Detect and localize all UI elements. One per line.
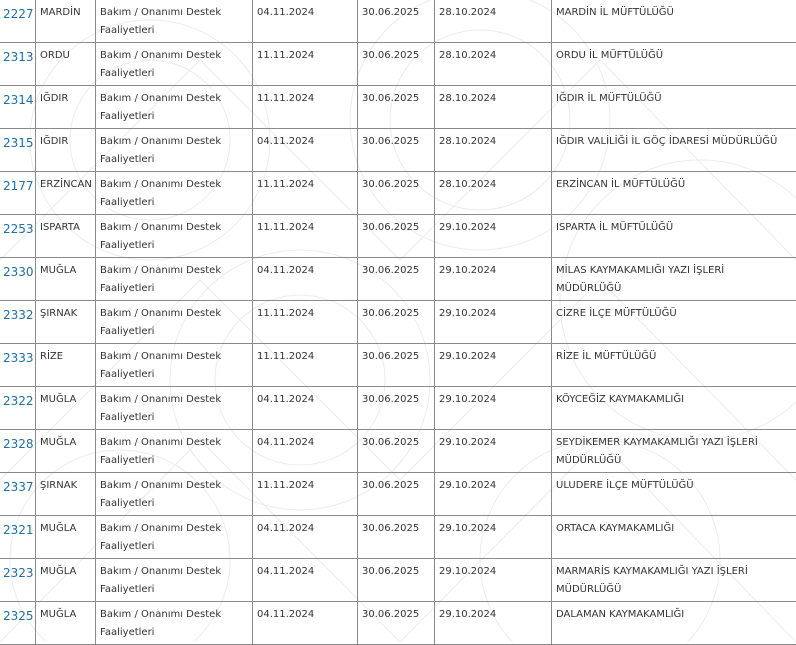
start-date-cell bbox=[253, 387, 358, 430]
activity-text: Bakım / Onanımı Destek Faaliyetleri bbox=[96, 559, 252, 599]
record-date-cell bbox=[435, 258, 552, 301]
activity-text: Bakım / Onanımı Destek Faaliyetleri bbox=[96, 344, 252, 384]
end-date-text: 30.06.2025 bbox=[358, 387, 434, 409]
end-date-cell bbox=[358, 387, 435, 430]
end-date-text: 30.06.2025 bbox=[358, 344, 434, 366]
record-date-text: 28.10.2024 bbox=[435, 0, 551, 22]
start-date-cell bbox=[253, 430, 358, 473]
id-cell bbox=[0, 129, 36, 172]
activity-cell bbox=[96, 387, 253, 430]
city-cell bbox=[36, 344, 96, 387]
city-cell bbox=[36, 430, 96, 473]
table-row bbox=[0, 516, 796, 559]
activity-text: Bakım / Onanımı Destek Faaliyetleri bbox=[96, 43, 252, 83]
end-date-text: 30.06.2025 bbox=[358, 86, 434, 108]
record-date-cell bbox=[435, 301, 552, 344]
organization-text: RİZE İL MÜFTÜLÜĞÜ bbox=[552, 344, 796, 366]
start-date-cell bbox=[253, 43, 358, 86]
organization-text: MARMARİS KAYMAKAMLIĞI YAZI İŞLERİ MÜDÜRLÜĞÜ bbox=[552, 559, 796, 599]
city-text: ISPARTA bbox=[36, 215, 95, 237]
start-date-cell bbox=[253, 129, 358, 172]
id-cell bbox=[0, 43, 36, 86]
table-row bbox=[0, 215, 796, 258]
organization-cell bbox=[552, 0, 796, 43]
start-date-text: 04.11.2024 bbox=[253, 430, 357, 452]
activity-text: Bakım / Onanımı Destek Faaliyetleri bbox=[96, 387, 252, 427]
id-cell bbox=[0, 516, 36, 559]
organization-cell bbox=[552, 473, 796, 516]
end-date-cell bbox=[358, 516, 435, 559]
start-date-text: 04.11.2024 bbox=[253, 387, 357, 409]
id-cell bbox=[0, 215, 36, 258]
end-date-text: 30.06.2025 bbox=[358, 215, 434, 237]
city-cell bbox=[36, 602, 96, 645]
activity-cell bbox=[96, 602, 253, 645]
start-date-text: 04.11.2024 bbox=[253, 516, 357, 538]
table-row bbox=[0, 0, 796, 43]
organization-cell bbox=[552, 430, 796, 473]
record-date-text: 29.10.2024 bbox=[435, 602, 551, 624]
record-date-cell bbox=[435, 559, 552, 602]
end-date-text: 30.06.2025 bbox=[358, 0, 434, 22]
id-cell bbox=[0, 0, 36, 43]
record-id-link[interactable]: 2314 bbox=[0, 86, 35, 109]
city-text: MUĞLA bbox=[36, 387, 95, 409]
record-date-cell bbox=[435, 215, 552, 258]
record-date-cell bbox=[435, 172, 552, 215]
organization-cell bbox=[552, 387, 796, 430]
activity-cell bbox=[96, 301, 253, 344]
activity-cell bbox=[96, 0, 253, 43]
record-date-cell bbox=[435, 43, 552, 86]
city-cell bbox=[36, 86, 96, 129]
activity-text: Bakım / Onanımı Destek Faaliyetleri bbox=[96, 301, 252, 341]
city-cell bbox=[36, 473, 96, 516]
table-row bbox=[0, 129, 796, 172]
organization-text: ORTACA KAYMAKAMLIĞI bbox=[552, 516, 796, 538]
activity-text: Bakım / Onanımı Destek Faaliyetleri bbox=[96, 86, 252, 126]
city-text: MUĞLA bbox=[36, 602, 95, 624]
record-id-link[interactable]: 2332 bbox=[0, 301, 35, 324]
organization-cell bbox=[552, 215, 796, 258]
table-row bbox=[0, 258, 796, 301]
record-date-text: 28.10.2024 bbox=[435, 129, 551, 151]
end-date-text: 30.06.2025 bbox=[358, 172, 434, 194]
record-date-text: 28.10.2024 bbox=[435, 86, 551, 108]
id-cell bbox=[0, 559, 36, 602]
end-date-text: 30.06.2025 bbox=[358, 473, 434, 495]
city-text: ŞIRNAK bbox=[36, 473, 95, 495]
start-date-text: 04.11.2024 bbox=[253, 559, 357, 581]
start-date-text: 11.11.2024 bbox=[253, 86, 357, 108]
organization-text: ERZİNCAN İL MÜFTÜLÜĞÜ bbox=[552, 172, 796, 194]
start-date-text: 11.11.2024 bbox=[253, 215, 357, 237]
city-text: IĞDIR bbox=[36, 86, 95, 108]
activity-cell bbox=[96, 559, 253, 602]
city-text: MARDİN bbox=[36, 0, 95, 22]
end-date-text: 30.06.2025 bbox=[358, 430, 434, 452]
city-text: MUĞLA bbox=[36, 516, 95, 538]
organization-cell bbox=[552, 129, 796, 172]
record-date-text: 29.10.2024 bbox=[435, 387, 551, 409]
table-row bbox=[0, 172, 796, 215]
activity-text: Bakım / Onanımı Destek Faaliyetleri bbox=[96, 258, 252, 298]
organization-cell bbox=[552, 43, 796, 86]
record-date-text: 29.10.2024 bbox=[435, 516, 551, 538]
end-date-cell bbox=[358, 172, 435, 215]
organization-text: SEYDİKEMER KAYMAKAMLIĞI YAZI İŞLERİ MÜDÜRLÜĞÜ bbox=[552, 430, 796, 470]
table-row bbox=[0, 602, 796, 645]
organization-cell bbox=[552, 344, 796, 387]
record-date-cell bbox=[435, 430, 552, 473]
activity-cell bbox=[96, 86, 253, 129]
record-date-cell bbox=[435, 129, 552, 172]
start-date-text: 11.11.2024 bbox=[253, 301, 357, 323]
activity-text: Bakım / Onanımı Destek Faaliyetleri bbox=[96, 430, 252, 470]
start-date-cell bbox=[253, 86, 358, 129]
city-text: ŞIRNAK bbox=[36, 301, 95, 323]
organization-text: KÖYCEĞİZ KAYMAKAMLIĞI bbox=[552, 387, 796, 409]
record-date-text: 28.10.2024 bbox=[435, 43, 551, 65]
table-row bbox=[0, 43, 796, 86]
organization-cell bbox=[552, 301, 796, 344]
city-text: ERZİNCAN bbox=[36, 172, 95, 194]
end-date-cell bbox=[358, 215, 435, 258]
start-date-cell bbox=[253, 215, 358, 258]
record-date-text: 29.10.2024 bbox=[435, 258, 551, 280]
activity-cell bbox=[96, 258, 253, 301]
end-date-text: 30.06.2025 bbox=[358, 516, 434, 538]
activity-text: Bakım / Onanımı Destek Faaliyetleri bbox=[96, 215, 252, 255]
city-cell bbox=[36, 301, 96, 344]
city-text: MUĞLA bbox=[36, 430, 95, 452]
city-cell bbox=[36, 258, 96, 301]
record-id-link[interactable]: 2177 bbox=[0, 172, 35, 195]
start-date-cell bbox=[253, 473, 358, 516]
activity-text: Bakım / Onanımı Destek Faaliyetleri bbox=[96, 129, 252, 169]
organization-cell bbox=[552, 172, 796, 215]
id-cell bbox=[0, 86, 36, 129]
start-date-cell bbox=[253, 344, 358, 387]
activity-text: Bakım / Onanımı Destek Faaliyetleri bbox=[96, 172, 252, 212]
record-date-text: 28.10.2024 bbox=[435, 172, 551, 194]
city-cell bbox=[36, 215, 96, 258]
end-date-cell bbox=[358, 258, 435, 301]
record-date-cell bbox=[435, 602, 552, 645]
organization-text: ISPARTA İL MÜFTÜLÜĞÜ bbox=[552, 215, 796, 237]
id-cell bbox=[0, 602, 36, 645]
organization-text: DALAMAN KAYMAKAMLIĞI bbox=[552, 602, 796, 624]
record-id-link[interactable]: 2227 bbox=[0, 0, 35, 23]
activity-cell bbox=[96, 43, 253, 86]
end-date-text: 30.06.2025 bbox=[358, 258, 434, 280]
city-text: IĞDIR bbox=[36, 129, 95, 151]
city-cell bbox=[36, 0, 96, 43]
table-row bbox=[0, 301, 796, 344]
id-cell bbox=[0, 473, 36, 516]
record-date-text: 29.10.2024 bbox=[435, 473, 551, 495]
record-id-link[interactable]: 2322 bbox=[0, 387, 35, 410]
end-date-cell bbox=[358, 86, 435, 129]
city-text: MUĞLA bbox=[36, 258, 95, 280]
id-cell bbox=[0, 172, 36, 215]
city-cell bbox=[36, 559, 96, 602]
table-row bbox=[0, 344, 796, 387]
start-date-cell bbox=[253, 516, 358, 559]
organization-text: ORDU İL MÜFTÜLÜĞÜ bbox=[552, 43, 796, 65]
end-date-cell bbox=[358, 301, 435, 344]
record-id-link[interactable]: 2313 bbox=[0, 43, 35, 66]
record-date-text: 29.10.2024 bbox=[435, 559, 551, 581]
activity-cell bbox=[96, 129, 253, 172]
end-date-cell bbox=[358, 559, 435, 602]
table-row bbox=[0, 473, 796, 516]
record-id-link[interactable]: 2253 bbox=[0, 215, 35, 238]
start-date-text: 04.11.2024 bbox=[253, 258, 357, 280]
record-date-cell bbox=[435, 473, 552, 516]
end-date-cell bbox=[358, 0, 435, 43]
record-date-cell bbox=[435, 344, 552, 387]
end-date-cell bbox=[358, 430, 435, 473]
id-cell bbox=[0, 258, 36, 301]
end-date-text: 30.06.2025 bbox=[358, 301, 434, 323]
activity-cell bbox=[96, 172, 253, 215]
activity-cell bbox=[96, 516, 253, 559]
start-date-text: 04.11.2024 bbox=[253, 602, 357, 624]
activity-text: Bakım / Onanımı Destek Faaliyetleri bbox=[96, 0, 252, 40]
start-date-cell bbox=[253, 172, 358, 215]
table-row bbox=[0, 86, 796, 129]
organization-cell bbox=[552, 516, 796, 559]
end-date-text: 30.06.2025 bbox=[358, 602, 434, 624]
record-id-link[interactable]: 2328 bbox=[0, 430, 35, 453]
record-id-link[interactable]: 2333 bbox=[0, 344, 35, 367]
city-cell bbox=[36, 516, 96, 559]
id-cell bbox=[0, 430, 36, 473]
start-date-cell bbox=[253, 301, 358, 344]
record-id-link[interactable]: 2330 bbox=[0, 258, 35, 281]
organization-cell bbox=[552, 258, 796, 301]
activity-cell bbox=[96, 215, 253, 258]
end-date-cell bbox=[358, 602, 435, 645]
city-text: MUĞLA bbox=[36, 559, 95, 581]
organization-text: MİLAS KAYMAKAMLIĞI YAZI İŞLERİ MÜDÜRLÜĞÜ bbox=[552, 258, 796, 298]
organization-cell bbox=[552, 86, 796, 129]
organization-text: MARDİN İL MÜFTÜLÜĞÜ bbox=[552, 0, 796, 22]
start-date-cell bbox=[253, 258, 358, 301]
city-cell bbox=[36, 387, 96, 430]
table-row bbox=[0, 559, 796, 602]
organization-cell bbox=[552, 559, 796, 602]
start-date-text: 11.11.2024 bbox=[253, 43, 357, 65]
id-cell bbox=[0, 387, 36, 430]
record-date-text: 29.10.2024 bbox=[435, 430, 551, 452]
record-date-text: 29.10.2024 bbox=[435, 301, 551, 323]
activity-cell bbox=[96, 430, 253, 473]
end-date-text: 30.06.2025 bbox=[358, 129, 434, 151]
record-id-link[interactable]: 2321 bbox=[0, 516, 35, 539]
table-row bbox=[0, 387, 796, 430]
end-date-text: 30.06.2025 bbox=[358, 43, 434, 65]
record-id-link[interactable]: 2323 bbox=[0, 559, 35, 582]
city-cell bbox=[36, 172, 96, 215]
record-date-cell bbox=[435, 387, 552, 430]
id-cell bbox=[0, 344, 36, 387]
activity-text: Bakım / Onanımı Destek Faaliyetleri bbox=[96, 473, 252, 513]
start-date-cell bbox=[253, 0, 358, 43]
organization-text: ULUDERE İLÇE MÜFTÜLÜĞÜ bbox=[552, 473, 796, 495]
activity-cell bbox=[96, 473, 253, 516]
organization-text: CİZRE İLÇE MÜFTÜLÜĞÜ bbox=[552, 301, 796, 323]
organization-text: IĞDIR İL MÜFTÜLÜĞÜ bbox=[552, 86, 796, 108]
start-date-text: 11.11.2024 bbox=[253, 473, 357, 495]
activity-cell bbox=[96, 344, 253, 387]
city-cell bbox=[36, 129, 96, 172]
end-date-cell bbox=[358, 43, 435, 86]
start-date-cell bbox=[253, 602, 358, 645]
id-cell bbox=[0, 301, 36, 344]
start-date-text: 11.11.2024 bbox=[253, 344, 357, 366]
record-date-cell bbox=[435, 0, 552, 43]
start-date-cell bbox=[253, 559, 358, 602]
organization-text: IĞDIR VALİLİĞİ İL GÖÇ İDARESİ MÜDÜRLÜĞÜ bbox=[552, 129, 796, 151]
record-id-link[interactable]: 2325 bbox=[0, 602, 35, 625]
record-id-link[interactable]: 2337 bbox=[0, 473, 35, 496]
start-date-text: 04.11.2024 bbox=[253, 0, 357, 22]
end-date-cell bbox=[358, 473, 435, 516]
record-date-cell bbox=[435, 516, 552, 559]
city-text: RİZE bbox=[36, 344, 95, 366]
organization-cell bbox=[552, 602, 796, 645]
record-date-text: 29.10.2024 bbox=[435, 215, 551, 237]
record-date-cell bbox=[435, 86, 552, 129]
end-date-text: 30.06.2025 bbox=[358, 559, 434, 581]
table-row bbox=[0, 430, 796, 473]
end-date-cell bbox=[358, 129, 435, 172]
start-date-text: 11.11.2024 bbox=[253, 172, 357, 194]
activity-text: Bakım / Onanımı Destek Faaliyetleri bbox=[96, 602, 252, 642]
record-id-link[interactable]: 2315 bbox=[0, 129, 35, 152]
city-text: ORDU bbox=[36, 43, 95, 65]
activity-text: Bakım / Onanımı Destek Faaliyetleri bbox=[96, 516, 252, 556]
end-date-cell bbox=[358, 344, 435, 387]
start-date-text: 04.11.2024 bbox=[253, 129, 357, 151]
city-cell bbox=[36, 43, 96, 86]
record-date-text: 29.10.2024 bbox=[435, 344, 551, 366]
